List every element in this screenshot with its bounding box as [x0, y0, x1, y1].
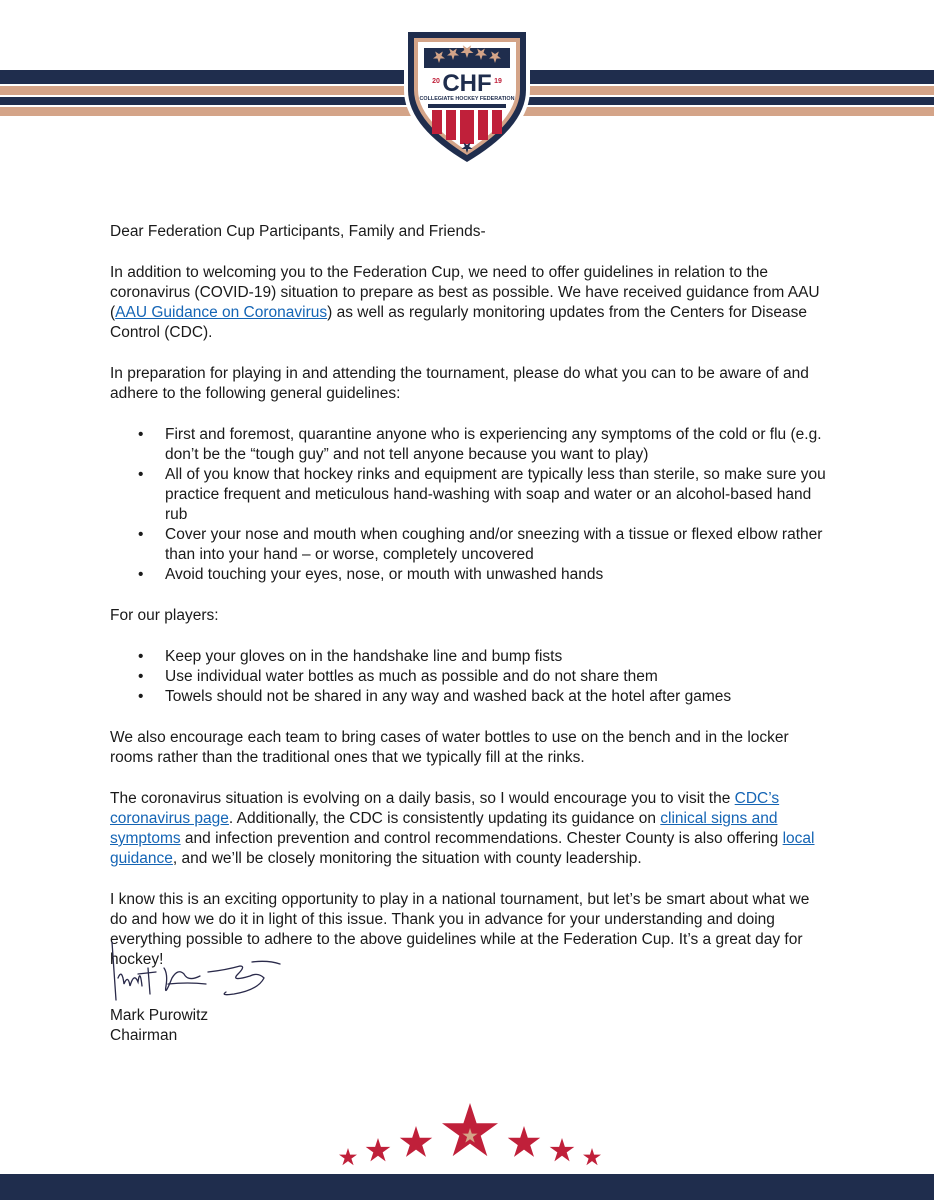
players-intro: For our players: [110, 607, 219, 624]
general-guidelines-list [110, 425, 830, 585]
closing-paragraph: I know this is an exciting opportunity to play in a national tournament, but let’s be smart about what we do and how we do it in light of this issue. Thank you in advance for your understanding and doing everything possible to adhere to the above guidelines while at the Federation Cup. It’s a great day for hockey! [110, 891, 810, 968]
intro-paragraph [110, 263, 830, 343]
list-item: • Cover your nose and mouth when coughing and/or sneezing with a tissue or flexed elbow rather than into your hand – or worse, completely uncovered [110, 525, 830, 565]
list-item: • All of you know that hockey rinks and equipment are typically less than sterile, so make sure you practice frequent and meticulous hand-washing with soap and water or an alcohol-based hand rub [110, 465, 830, 525]
star-icon [583, 1148, 601, 1165]
preparation-paragraph: In preparation for playing in and attending the tournament, please do what you can to be aware of and adhere to the following general guidelines: [110, 365, 809, 402]
star-icon [508, 1126, 540, 1157]
cdc-coronavirus-link[interactable]: CDC’s coronavirus page [110, 790, 780, 827]
player-guidelines-list [110, 647, 830, 707]
star-icon [366, 1138, 391, 1161]
cdc-text-a: The coronavirus situation is evolving on a daily basis, so I would encourage you to visit the [110, 790, 735, 807]
clinical-signs-link[interactable]: clinical signs and symptoms [110, 810, 778, 847]
logo-name: COLLEGIATE HOCKEY FEDERATION [419, 96, 515, 102]
cdc-text-d: , and we’ll be closely monitoring the situation with county leadership. [172, 850, 642, 867]
list-item: • Avoid touching your eyes, nose, or mouth with unwashed hands [110, 565, 830, 585]
chf-logo [384, 8, 550, 168]
logo-abbr: CHF [442, 70, 492, 97]
list-item: • Keep your gloves on in the handshake line and bump fists [110, 647, 830, 667]
list-item: • Use individual water bottles as much as possible and do not share them [110, 667, 830, 687]
footer-bar [0, 1174, 934, 1200]
cdc-paragraph [110, 789, 830, 869]
footer-stars [330, 1098, 610, 1168]
cdc-text-c: and infection prevention and control recommendations. Chester County is also offering [180, 830, 783, 847]
logo-year-left: 20 [432, 78, 440, 85]
water-bottles-paragraph: We also encourage each team to bring cases of water bottles to use on the bench and in the locker rooms rather than the traditional ones that we typically fill at the rinks. [110, 729, 789, 766]
star-icon [339, 1148, 357, 1165]
aau-guidance-link[interactable]: AAU Guidance on Coronavirus [115, 304, 328, 321]
list-item: • First and foremost, quarantine anyone who is experiencing any symptoms of the cold or flu (e.g. don’t be the “tough guy” and not tell anyone because you want to play) [110, 425, 830, 465]
star-icon [400, 1126, 432, 1157]
signer-title: Chairman [110, 1027, 178, 1044]
star-icon [550, 1138, 575, 1161]
intro-text-a: In addition to welcoming you to the Federation Cup, we need to offer guidelines in relation to the coronavirus (COVID-19) situation to prepare as best as possible. We have received guidance from AAU ( [110, 264, 820, 321]
signer-name: Mark Purowitz [110, 1007, 209, 1024]
intro-text-b: ) as well as regularly monitoring updates from the Centers for Disease Control (CDC). [110, 304, 807, 341]
signer-block [110, 1006, 208, 1046]
letter-body [110, 222, 830, 991]
list-item: • Towels should not be shared in any way and washed back at the hotel after games [110, 687, 830, 707]
cdc-text-b: . Additionally, the CDC is consistently updating its guidance on [228, 810, 661, 827]
local-guidance-link[interactable]: local guidance [110, 830, 815, 867]
logo-year-right: 19 [494, 78, 502, 85]
handwritten-signature [108, 938, 298, 1008]
salutation: Dear Federation Cup Participants, Family and Friends- [110, 223, 486, 240]
